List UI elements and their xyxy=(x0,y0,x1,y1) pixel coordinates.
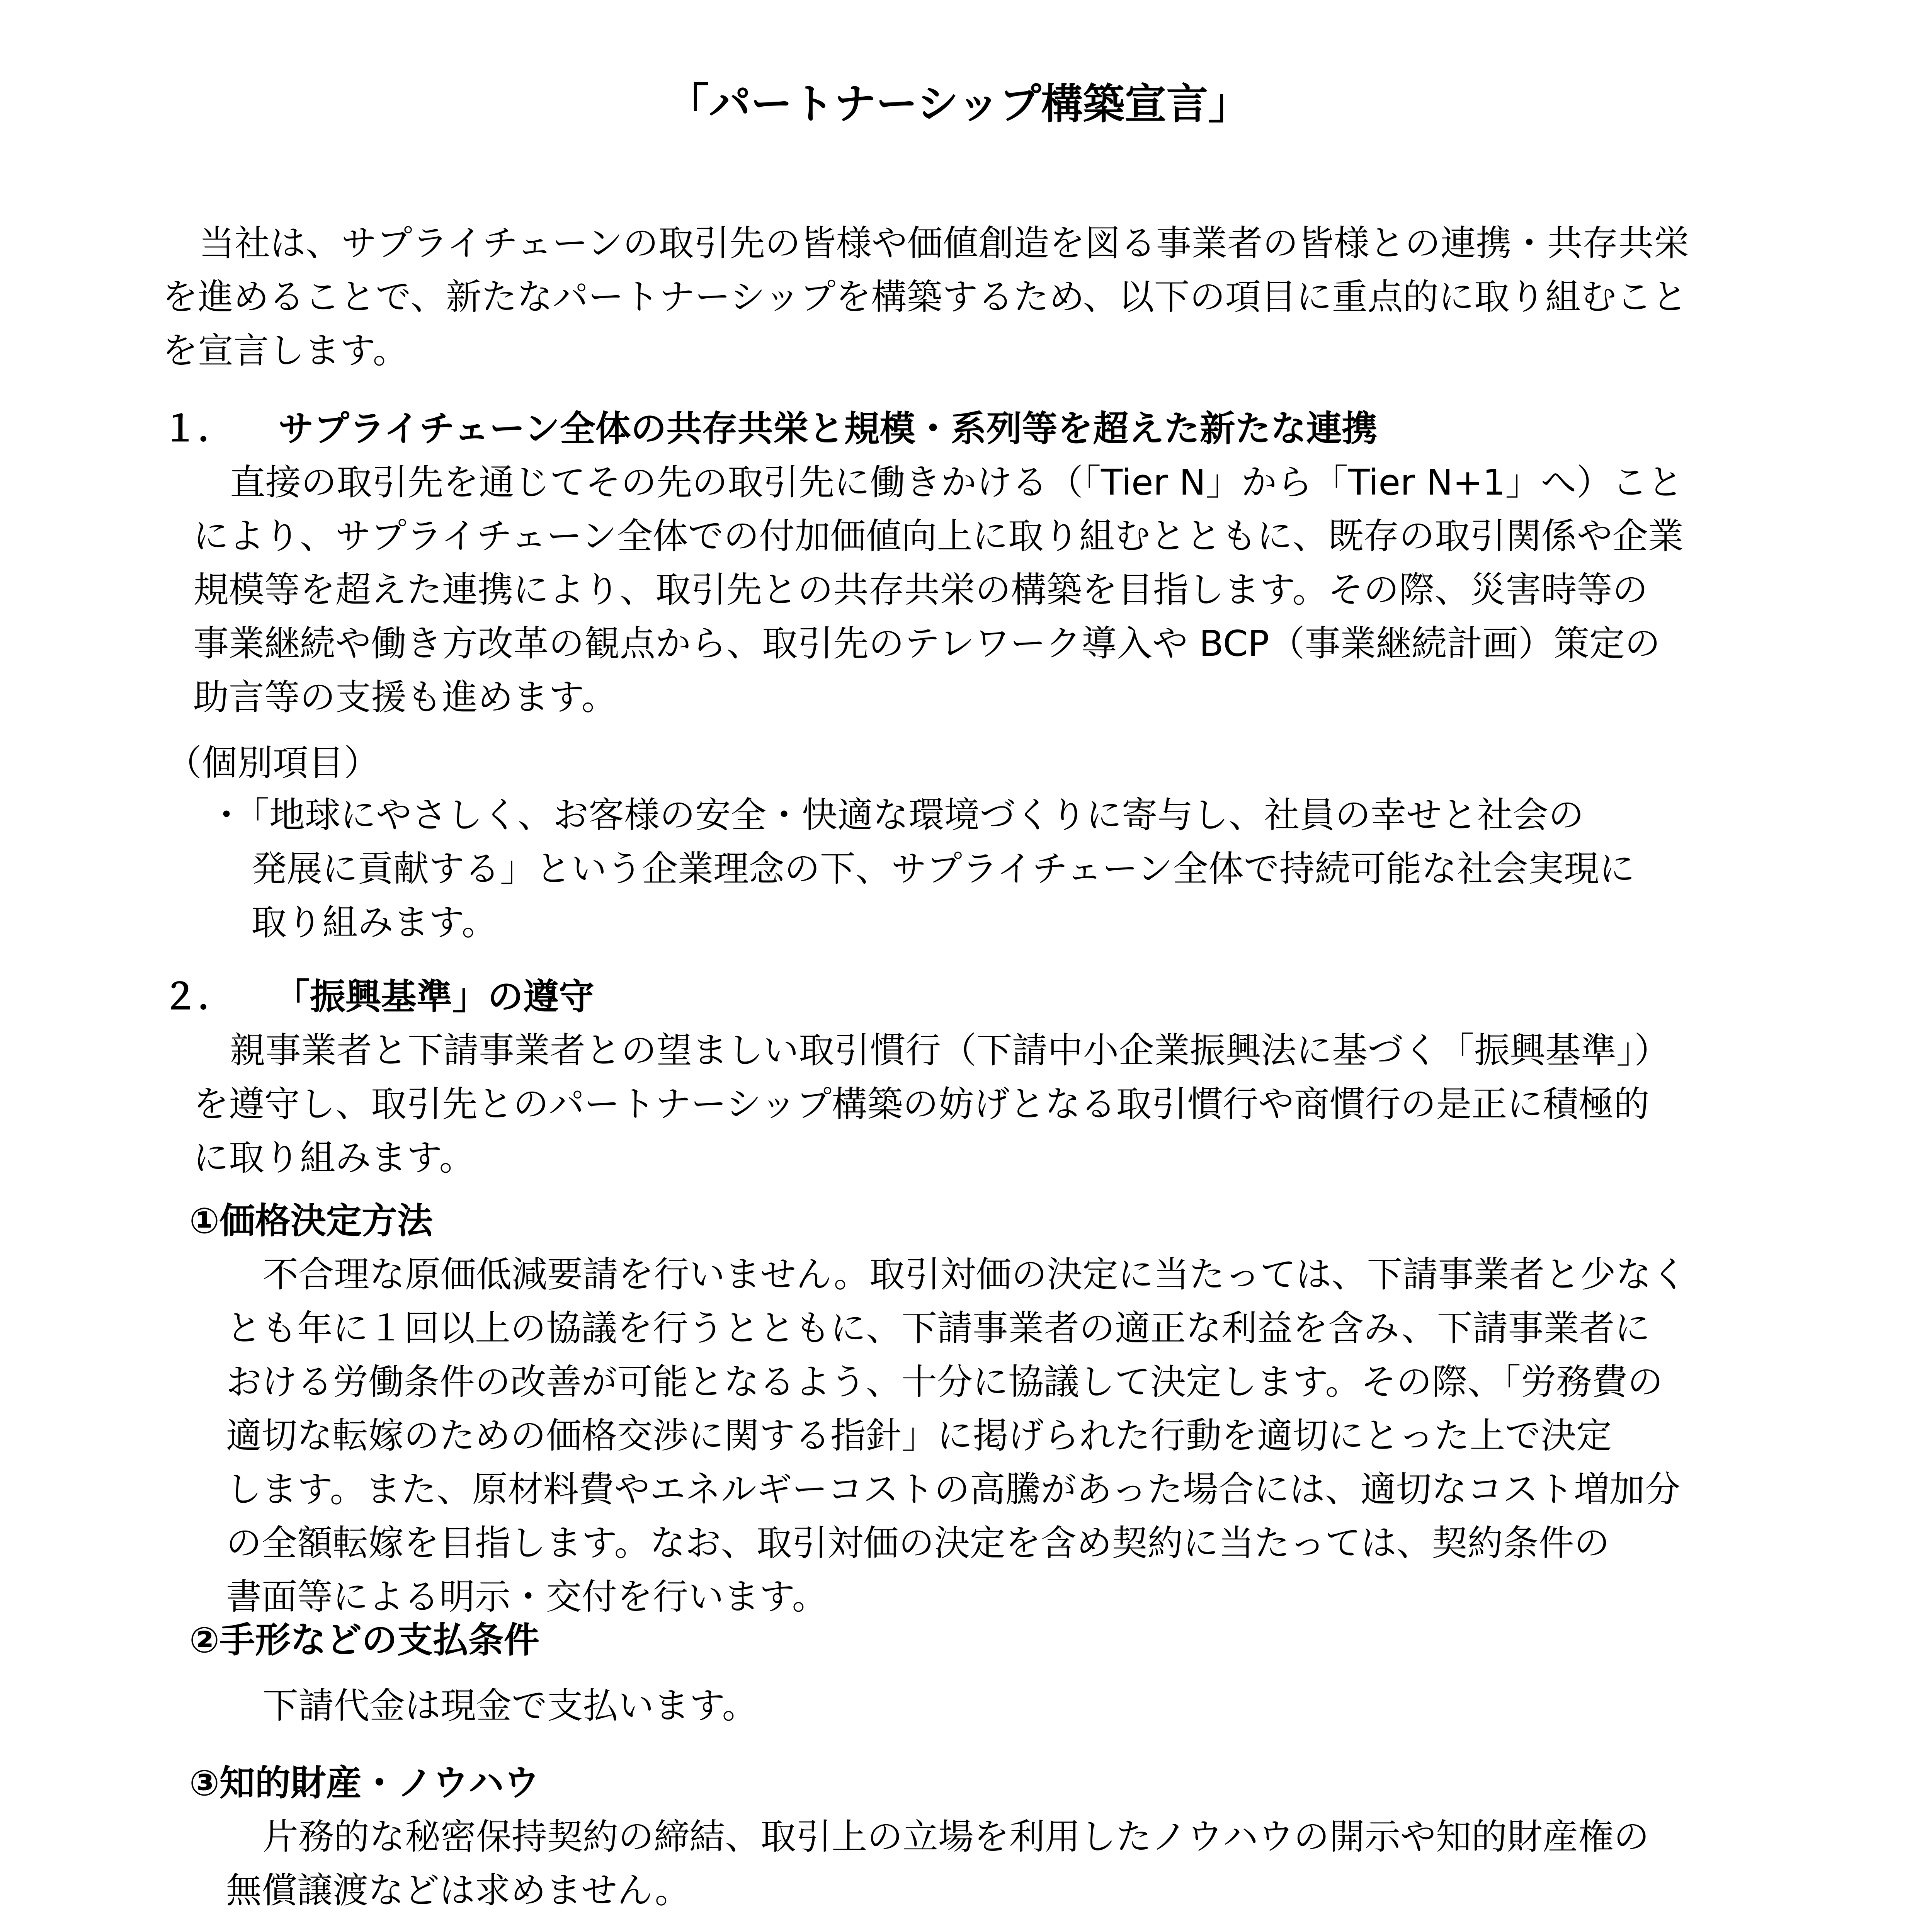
section-1-line: 助言等の支援も進めます。 xyxy=(193,677,617,718)
item-2-line: 下請代金は現金で支払います。 xyxy=(263,1685,758,1726)
section-1-line: 規模等を超えた連携により、取引先との共存共栄の構築を目指します。その際、災害時等の xyxy=(193,569,1648,611)
item-2-heading: ②手形などの支払条件 xyxy=(189,1619,539,1661)
section-1-body xyxy=(193,456,1797,724)
section-1-line: により、サプライチェーン全体での付加価値向上に取り組むとともに、既存の取引関係や企業 xyxy=(193,515,1684,557)
section-2-line: に取り組みます。 xyxy=(193,1137,475,1179)
individual-items-label: （個別項目） xyxy=(166,742,380,784)
intro-line: 当社は、サプライチェーンの取引先の皆様や価値創造を図る事業者の皆様との連携・共存共栄 xyxy=(199,223,1689,264)
intro-line: を進めることで、新たなパートナーシップを構築するため、以下の項目に重点的に取り組むこと xyxy=(162,276,1687,318)
item-1-line: 適切な転嫁のための価格交渉に関する指針」に掲げられた行動を適切にとった上で決定 xyxy=(226,1415,1612,1456)
section-2-title: 「振興基準」の遵守 xyxy=(274,976,595,1017)
item-3-line: 無償譲渡などは求めません。 xyxy=(226,1870,691,1911)
section-1-number: １． xyxy=(162,408,234,449)
section-2-body xyxy=(193,1024,1797,1185)
item-1-line: 不合理な原価低減要請を行いません。取引対価の決定に当たっては、下請事業者と少なく xyxy=(263,1254,1687,1295)
item-1-line: 書面等による明示・交付を行います。 xyxy=(226,1576,828,1617)
item-1-heading: ①価格決定方法 xyxy=(189,1200,433,1242)
section-1-heading xyxy=(162,402,1785,456)
individual-item-line: 取り組みます。 xyxy=(251,902,497,943)
item-1-line: の全額転嫁を目指します。なお、取引対価の決定を含め契約に当たっては、契約条件の xyxy=(226,1522,1610,1564)
item-1-line: します。また、原材料費やエネルギーコストの高騰があった場合には、適切なコスト増加分 xyxy=(226,1469,1681,1510)
item-1-line: おける労働条件の改善が可能となるよう、十分に協議して決定します。その際、「労務費の xyxy=(226,1361,1663,1403)
intro-line: を宣言します。 xyxy=(162,330,408,371)
intro-paragraph xyxy=(162,216,1785,378)
item-3-body xyxy=(226,1810,1795,1917)
section-2-line: 親事業者と下請事業者との望ましい取引慣行（下請中小企業振興法に基づく「振興基準」） xyxy=(230,1030,1670,1071)
item-3-heading: ③知的財産・ノウハウ xyxy=(189,1762,539,1804)
section-1-title: サプライチェーン全体の共存共栄と規模・系列等を超えた新たな連携 xyxy=(278,408,1378,449)
item-1-line: とも年に１回以上の協議を行うとともに、下請事業者の適正な利益を含み、下請事業者に xyxy=(226,1308,1650,1349)
section-2-heading xyxy=(162,970,1785,1024)
document-title: 「パートナーシップ構築宣言」 xyxy=(667,80,1250,128)
section-2-number: ２． xyxy=(162,976,234,1017)
bullet-marker: ・ xyxy=(209,794,245,836)
item-4-heading xyxy=(189,1928,682,1932)
individual-item-text xyxy=(234,788,1797,949)
item-3-line: 片務的な秘密保持契約の締結、取引上の立場を利用したノウハウの開示や知的財産権の xyxy=(263,1816,1650,1857)
individual-item-line: 発展に貢献する」という企業理念の下、サプライチェーン全体で持続可能な社会実現に xyxy=(251,848,1635,889)
item-2-body xyxy=(226,1679,1795,1733)
section-1-line: 直接の取引先を通じてその先の取引先に働きかける（「Tier N」から「Tier N+1」へ）こと xyxy=(230,462,1683,503)
section-1-line: 事業継続や働き方改革の観点から、取引先のテレワーク導入や BCP（事業継続計画）策定の xyxy=(193,623,1660,664)
individual-item-line: 「地球にやさしく、お客様の安全・快適な環境づくりに寄与し、社員の幸せと社会の xyxy=(234,794,1584,836)
section-2-line: を遵守し、取引先とのパートナーシップ構築の妨げとなる取引慣行や商慣行の是正に積極的 xyxy=(193,1083,1650,1125)
item-1-body xyxy=(226,1248,1795,1624)
